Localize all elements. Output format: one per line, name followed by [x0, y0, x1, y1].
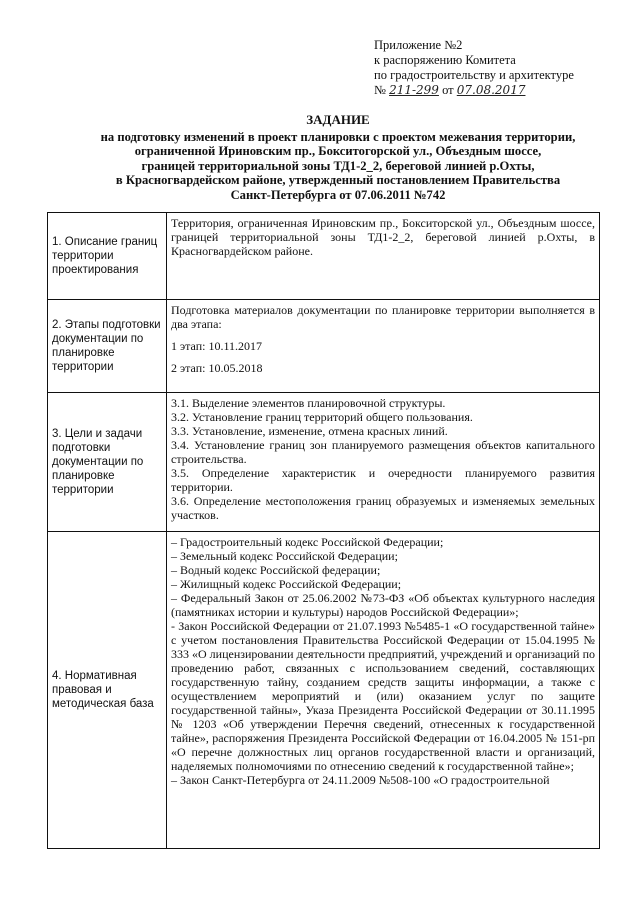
- table-row: [48, 532, 600, 849]
- document-title: [40, 113, 636, 203]
- paragraph: 2 этап: 10.05.2018: [171, 361, 263, 375]
- row-content: [167, 532, 600, 849]
- appendix-block: [374, 38, 574, 98]
- row-content: [167, 393, 600, 532]
- table-row: [48, 300, 600, 393]
- title-line: ограниченной Ириновским пр., Бокситогорской ул., Объездным шоссе,: [134, 144, 542, 159]
- row-label: 4. Нормативная правовая и методическая база: [48, 532, 167, 849]
- list-item: 3.6. Определение местоположения границ образуемых и изменяемых земельных участков.: [171, 494, 595, 522]
- row-content: [167, 213, 600, 300]
- title-heading: ЗАДАНИЕ: [306, 112, 370, 127]
- date-prefix: от: [442, 83, 454, 97]
- paragraph: Подготовка материалов документации по планировке территории выполняется в два этапа:: [171, 303, 595, 331]
- table-row: [48, 213, 600, 300]
- appendix-line-1: Приложение №2: [374, 38, 463, 52]
- task-table: [47, 212, 600, 849]
- title-line: на подготовку изменений в проект планировки с проектом межевания территории,: [100, 129, 576, 144]
- row-label: 2. Этапы подготовки документации по планировке территории: [48, 300, 167, 393]
- order-date: 07.08.2017: [456, 83, 526, 97]
- row-content: [167, 300, 600, 393]
- order-number: 211-299: [389, 83, 439, 97]
- table-row: [48, 393, 600, 532]
- list-item: 3.2. Установление границ территорий общего пользования.: [171, 410, 473, 424]
- list-item: – Водный кодекс Российской федерации;: [171, 563, 381, 577]
- number-prefix: №: [374, 83, 386, 97]
- list-item: – Градостроительный кодекс Российской Федерации;: [171, 535, 444, 549]
- appendix-line-2: к распоряжению Комитета: [374, 53, 516, 67]
- paragraph: 1 этап: 10.11.2017: [171, 339, 263, 353]
- list-item: 3.1. Выделение элементов планировочной структуры.: [171, 396, 446, 410]
- title-line: Санкт-Петербурга от 07.06.2011 №742: [230, 187, 446, 202]
- list-item: - Закон Российской Федерации от 21.07.1993 №5485-1 «О государственной тайне» с учетом постановления Правительства Российской Федерации от 15.04.1995 № 333 «О лицензировании деятельности предприятий, учреждений и организаций по проведению работ, связанных с использованием сведений, составляющих государственную тайну, созданием средств защиты информации, а также с осуществлением мероприятий и (или) оказанием услуг по защите государственной тайны», Указа Президента Российской Федерации от 30.11.1995 № 1203 «Об утверждении Перечня сведений, отнесенных к государственной тайне», распоряжения Президента Российской Федерации от 16.04.2005 № 151-рп «О перечне должностных лиц органов государственной власти и организаций, наделяемых полномочиями по отнесению сведений к государственной тайне»;: [171, 619, 595, 773]
- list-item: 3.3. Установление, изменение, отмена красных линий.: [171, 424, 448, 438]
- list-item: 3.5. Определение характеристик и очередности планируемого развития территории.: [171, 466, 595, 494]
- list-item: – Закон Санкт-Петербурга от 24.11.2009 №508-100 «О градостроительной: [171, 773, 550, 787]
- list-item: 3.4. Установление границ зон планируемого размещения объектов капитального строительства.: [171, 438, 595, 466]
- title-line: границей территориальной зоны ТД1-2_2, береговой линией р.Охты,: [141, 158, 535, 173]
- title-line: в Красногвардейском районе, утвержденный постановлением Правительства: [115, 173, 561, 188]
- list-item: – Федеральный Закон от 25.06.2002 №73-ФЗ «Об объектах культурного наследия (памятниках истории и культуры) народов Российской Федерации»;: [171, 591, 595, 619]
- appendix-line-3: по градостроительству и архитектуре: [374, 68, 574, 82]
- list-item: – Земельный кодекс Российской Федерации;: [171, 549, 398, 563]
- list-item: – Жилищный кодекс Российской Федерации;: [171, 577, 402, 591]
- row-label: 3. Цели и задачи подготовки документации по планировке территории: [48, 393, 167, 532]
- row-label: 1. Описание границ территории проектирования: [48, 213, 167, 300]
- appendix-number-line: [374, 83, 574, 98]
- paragraph: Территория, ограниченная Ириновским пр., Бокситорской ул., Объездным шоссе, границей территориальной зоны ТД1-2_2, береговой линией р.Охты, в Красногвардейском районе.: [171, 216, 595, 258]
